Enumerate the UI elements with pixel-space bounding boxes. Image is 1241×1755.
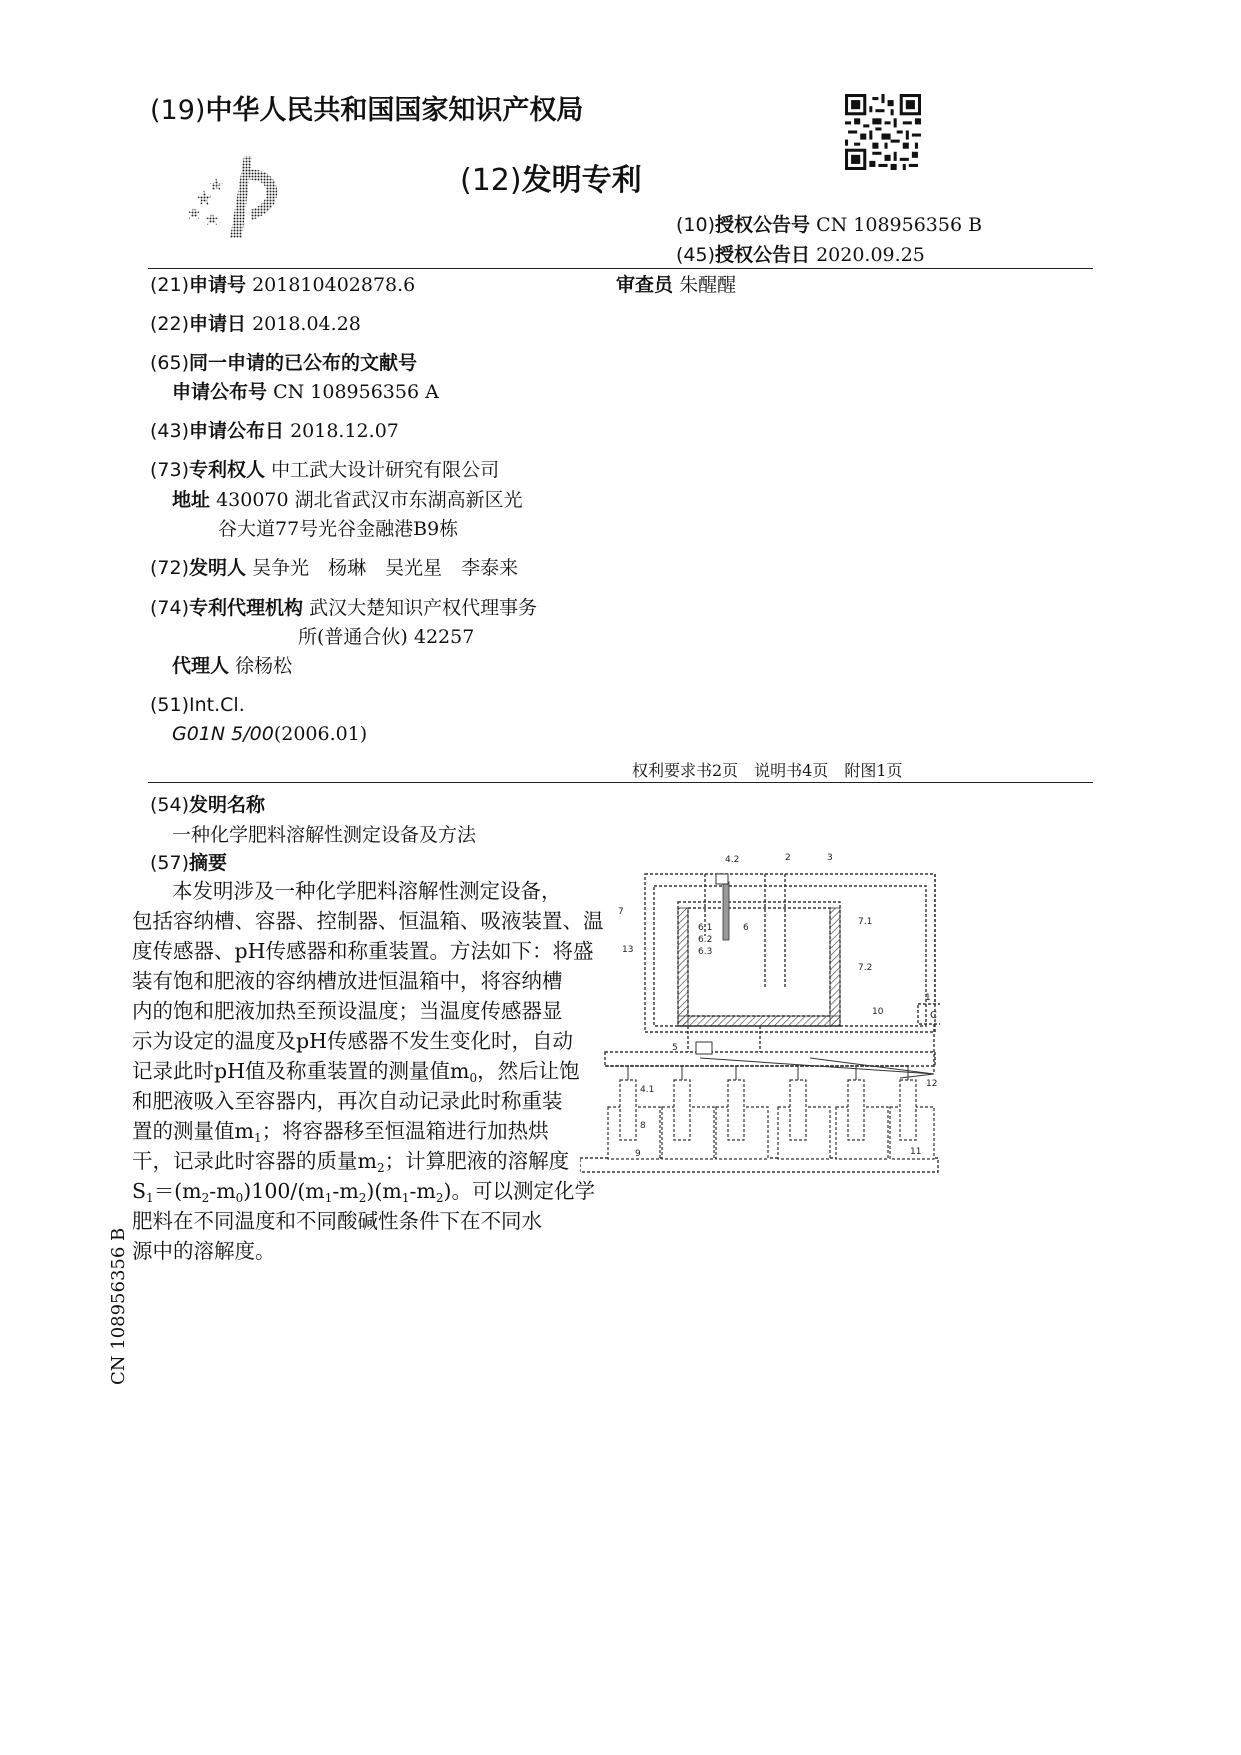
pump xyxy=(696,1042,712,1054)
ipc-version: (2006.01) xyxy=(273,723,368,745)
patentee-row xyxy=(150,458,499,482)
cnipa-logo xyxy=(182,148,302,248)
app-date-row xyxy=(150,312,361,336)
inventors-label: 发明人 xyxy=(189,557,247,579)
address-line1: 430070 湖北省武汉市东湖高新区光 xyxy=(216,489,523,511)
title-code: (54) xyxy=(150,794,190,816)
pub-no-code: (10) xyxy=(676,214,716,236)
agency-code: (74) xyxy=(150,597,190,619)
app-number-row xyxy=(150,273,415,297)
patentee-value: 中工武大设计研究有限公司 xyxy=(271,459,500,481)
patentee-code: (73) xyxy=(150,459,190,481)
agency-line2: 所(普通合伙) 42257 xyxy=(298,626,475,648)
address-label: 地址 xyxy=(172,489,211,511)
address-line2: 谷大道77号光谷金融港B9栋 xyxy=(218,518,459,540)
label-11: 11 xyxy=(910,1147,922,1157)
page-counts: 权利要求书2页 说明书4页 附图1页 xyxy=(632,761,903,780)
prior-pub-row xyxy=(150,351,417,375)
app-no-value: 201810402878.6 xyxy=(252,274,416,296)
agency-line2-row xyxy=(298,625,474,649)
label-13: 13 xyxy=(622,945,634,955)
inventors-code: (72) xyxy=(150,557,190,579)
prior-pub-date-label: 申请公布日 xyxy=(189,420,285,442)
doc-type-title: 发明专利 xyxy=(521,163,642,198)
manifold-rail xyxy=(605,1052,935,1066)
abstract-line: 度传感器、pH传感器和称重装置。方法如下：将盛 xyxy=(132,939,594,963)
app-date-value: 2018.04.28 xyxy=(252,313,361,335)
tank-outer xyxy=(678,902,840,1026)
side-doc-id: CN 108956356 B xyxy=(108,1227,129,1385)
office-name: 中华人民共和国国家知识产权局 xyxy=(205,95,584,126)
label-1: 1 xyxy=(925,993,931,1003)
abstract-line: $S_1=(m_2-m_0)100/(m_1-m_2)(m_1-m_2)$。可以测定化学 xyxy=(132,1179,596,1205)
doc-type-code: (12) xyxy=(460,163,522,198)
app-no-code: (21) xyxy=(150,274,190,296)
pub-number-row xyxy=(676,210,982,237)
label-10: 10 xyxy=(872,1007,884,1017)
abstract-line: 干，记录此时容器的质量$m_2$；计算肥液的溶解度 xyxy=(132,1149,570,1175)
app-date-label: 申请日 xyxy=(189,313,247,335)
label-4-2: 4.2 xyxy=(725,855,740,865)
ipc-class: G01N 5/00 xyxy=(172,723,274,745)
label-12: 12 xyxy=(926,1079,938,1089)
thermostat-inner xyxy=(654,886,926,1026)
label-4-1: 4.1 xyxy=(640,1085,655,1095)
abstract-line: 装有饱和肥液的容纳槽放进恒温箱中，将容纳槽 xyxy=(132,969,563,993)
examiner-row xyxy=(616,273,736,297)
inventors-row xyxy=(150,556,518,580)
abstract-line: 置的测量值$m_1$；将容器移至恒温箱进行加热烘 xyxy=(132,1119,549,1145)
inventors-value: 吴争光 杨琳 吴光星 李泰来 xyxy=(252,557,519,579)
address-row xyxy=(172,488,523,512)
abstract-line: 肥料在不同温度和不同酸碱性条件下在不同水 xyxy=(132,1209,542,1233)
label-5: 5 xyxy=(672,1043,678,1053)
agent-row xyxy=(172,654,292,678)
examiner-label: 审查员 xyxy=(616,274,674,296)
prior-pub-no-value: CN 108956356 A xyxy=(273,381,439,403)
abstract-label: 摘要 xyxy=(189,852,228,874)
agency-line1: 武汉大楚知识产权代理事务 xyxy=(309,597,538,619)
apparatus-figure xyxy=(580,852,940,1182)
app-date-code: (22) xyxy=(150,313,190,335)
pub-date-value: 2020.09.25 xyxy=(816,244,925,266)
label-7: 7 xyxy=(618,907,624,917)
label-7-2: 7.2 xyxy=(858,963,873,973)
agent-value: 徐杨松 xyxy=(235,655,293,677)
prior-pub-no-row xyxy=(172,380,439,404)
examiner-value: 朱醒醒 xyxy=(679,274,737,296)
abstract-line: 内的饱和肥液加热至预设温度；当温度传感器显 xyxy=(132,999,563,1023)
weighing-stations xyxy=(608,1080,934,1159)
controller-label: C xyxy=(930,1010,937,1021)
patentee-label: 专利权人 xyxy=(189,459,266,481)
prior-pub-date-code: (43) xyxy=(150,420,190,442)
abstract-line: 和肥液吸入至容器内，再次自动记录此时称重装 xyxy=(132,1089,563,1113)
prior-pub-label: 同一申请的已公布的文献号 xyxy=(189,352,418,374)
abstract-line: 本发明涉及一种化学肥料溶解性测定设备， xyxy=(172,879,562,903)
label-6: 6 xyxy=(743,923,749,933)
prior-pub-no-label: 申请公布号 xyxy=(172,381,268,403)
office-code: (19) xyxy=(150,95,206,126)
pub-date-code: (45) xyxy=(676,244,716,266)
label-9: 9 xyxy=(635,1149,641,1159)
label-7-1: 7.1 xyxy=(858,917,873,927)
sensor-probe xyxy=(723,882,729,940)
abstract-line: 包括容纳槽、容器、控制器、恒温箱、吸液装置、温 xyxy=(132,909,604,933)
ipc-row xyxy=(150,693,245,717)
ipc-class-row xyxy=(172,722,367,746)
prior-pub-date-value: 2018.12.07 xyxy=(290,420,399,442)
title-label: 发明名称 xyxy=(189,794,266,816)
abstract-line: 源中的溶解度。 xyxy=(132,1239,276,1263)
title-heading-row xyxy=(150,793,265,817)
agent-label: 代理人 xyxy=(172,655,230,677)
label-3: 3 xyxy=(827,853,833,863)
pub-no-value: CN 108956356 B xyxy=(816,214,983,236)
prior-pub-code: (65) xyxy=(150,352,190,374)
app-no-label: 申请号 xyxy=(189,274,247,296)
agency-row xyxy=(150,596,537,620)
abstract-heading-row xyxy=(150,851,227,875)
prior-pub-date-row xyxy=(150,419,399,443)
ipc-label: Int.Cl. xyxy=(189,694,245,716)
label-6-2: 6.2 xyxy=(698,935,713,945)
agency-label: 专利代理机构 xyxy=(189,597,304,619)
label-2: 2 xyxy=(785,853,791,863)
pub-date-label: 授权公告日 xyxy=(715,244,811,266)
header-rule xyxy=(148,268,1093,269)
ipc-code: (51) xyxy=(150,694,190,716)
abstract-line: 记录此时pH值及称重装置的测量值$m_0$，然后让饱 xyxy=(132,1059,580,1085)
pub-date-row xyxy=(676,240,925,267)
invention-title: 一种化学肥料溶解性测定设备及方法 xyxy=(172,824,477,846)
abstract-code: (57) xyxy=(150,852,190,874)
address-line2-row xyxy=(218,517,458,541)
doc-type xyxy=(460,155,642,199)
counts-rule xyxy=(148,782,1093,783)
label-6-3: 6.3 xyxy=(698,947,713,957)
label-6-1: 6.1 xyxy=(698,923,713,933)
base-plate xyxy=(580,1158,938,1172)
qr-code xyxy=(845,94,921,170)
pub-no-label: 授权公告号 xyxy=(715,214,811,236)
label-8: 8 xyxy=(640,1121,646,1131)
abstract-line: 示为设定的温度及pH传感器不发生变化时，自动 xyxy=(132,1029,573,1053)
office-header xyxy=(150,88,583,127)
